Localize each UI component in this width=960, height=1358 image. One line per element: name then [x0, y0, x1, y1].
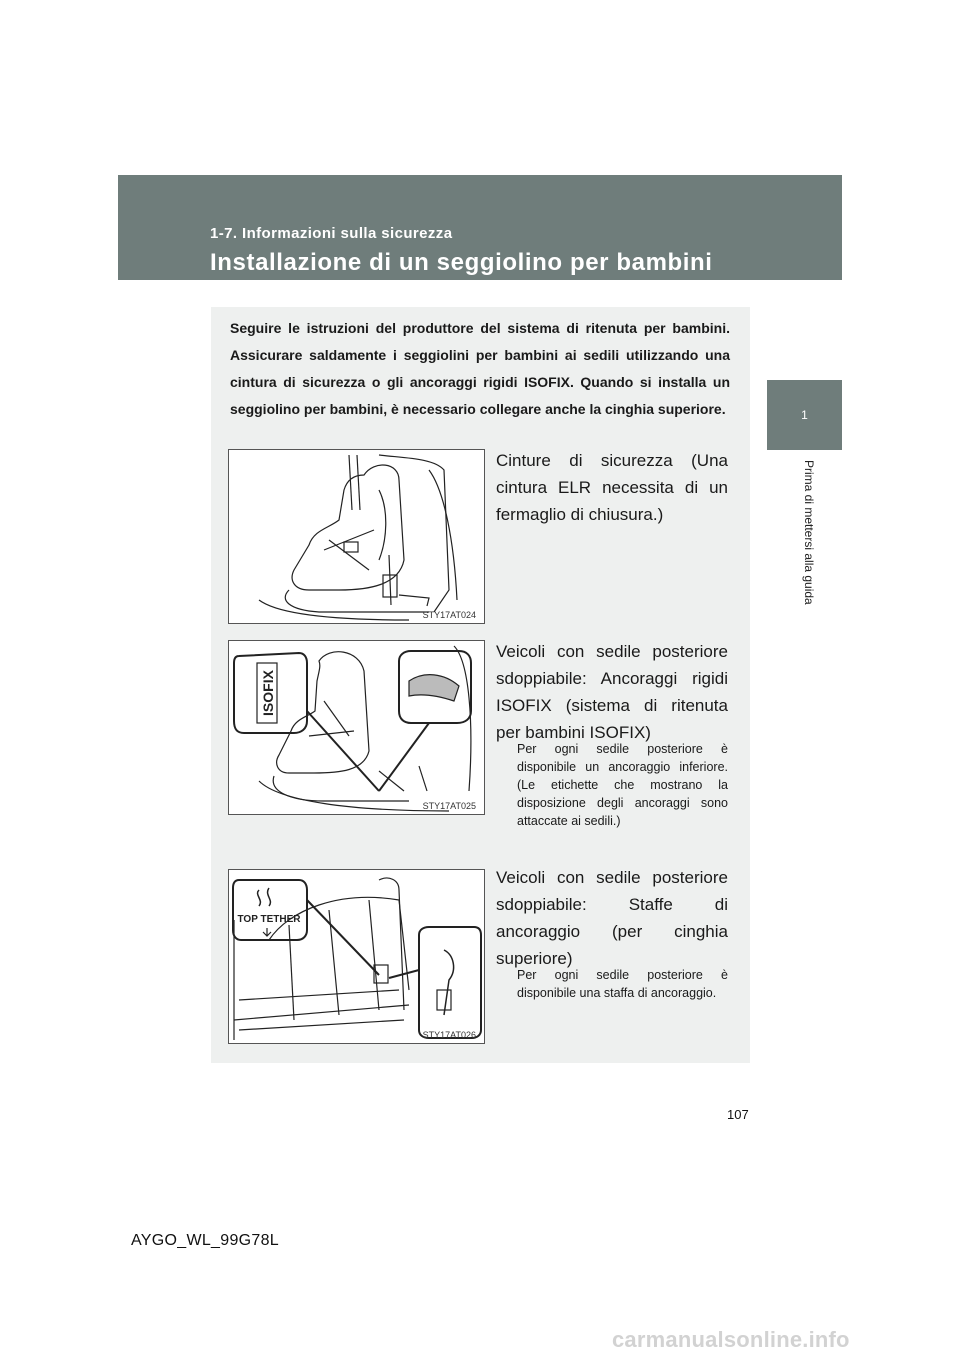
- page-number: 107: [727, 1107, 749, 1122]
- chapter-title: Prima di mettersi alla guida: [802, 460, 816, 605]
- item-note-isofix: Per ogni sedile posteriore è disponibile un ancoraggio inferiore. (Le etichette che mostrano la disposizione degli ancoraggi sono attaccate ai sedili.): [517, 742, 728, 828]
- figure-code: STY17AT024: [422, 610, 476, 620]
- content-box: [211, 307, 750, 1063]
- item-title-isofix: Veicoli con sedile posteriore sdoppiabile: Ancoraggi rigidi ISOFIX (sistema di ritenuta per bambini ISOFIX): [496, 642, 728, 742]
- watermark: carmanualsonline.info: [612, 1327, 850, 1352]
- item-note-top-tether: Per ogni sedile posteriore è disponibile una staffa di ancoraggio.: [517, 968, 728, 1000]
- page-title: Installazione di un seggiolino per bambini: [210, 249, 713, 276]
- item-title-seat-belt: Cinture di sicurezza (Una cintura ELR necessita di un fermaglio di chiusura.): [496, 451, 728, 524]
- chapter-tab: [767, 380, 842, 450]
- intro-text: Seguire le istruzioni del produttore del sistema di ritenuta per bambini. Assicurare saldamente i seggiolini per bambini ai sedili utilizzando una cintura di sicurezza o gli ancoraggi rigidi ISOFIX. Quando si installa un seggiolino per bambini, è necessario collegare anche la cinghia superiore.: [230, 320, 730, 417]
- figure-top-tether: [228, 869, 485, 1044]
- figure-code: STY17AT026: [422, 1030, 476, 1040]
- top-tether-illustration: [229, 870, 484, 1043]
- figure-seat-belt: [228, 449, 485, 624]
- top-tether-label: TOP TETHER: [237, 914, 301, 925]
- figure-isofix: [228, 640, 485, 815]
- chapter-number: 1: [801, 408, 808, 422]
- seat-belt-illustration: [229, 450, 484, 623]
- section-label: 1-7. Informazioni sulla sicurezza: [210, 225, 453, 242]
- item-title-top-tether: Veicoli con sedile posteriore sdoppiabile: Staffe di ancoraggio (per cinghia superiore): [496, 868, 728, 968]
- isofix-label: ISOFIX: [260, 670, 276, 716]
- isofix-illustration: [229, 641, 484, 814]
- header-band: [118, 175, 842, 280]
- footer-code: AYGO_WL_99G78L: [131, 1232, 279, 1249]
- figure-code: STY17AT025: [422, 801, 476, 811]
